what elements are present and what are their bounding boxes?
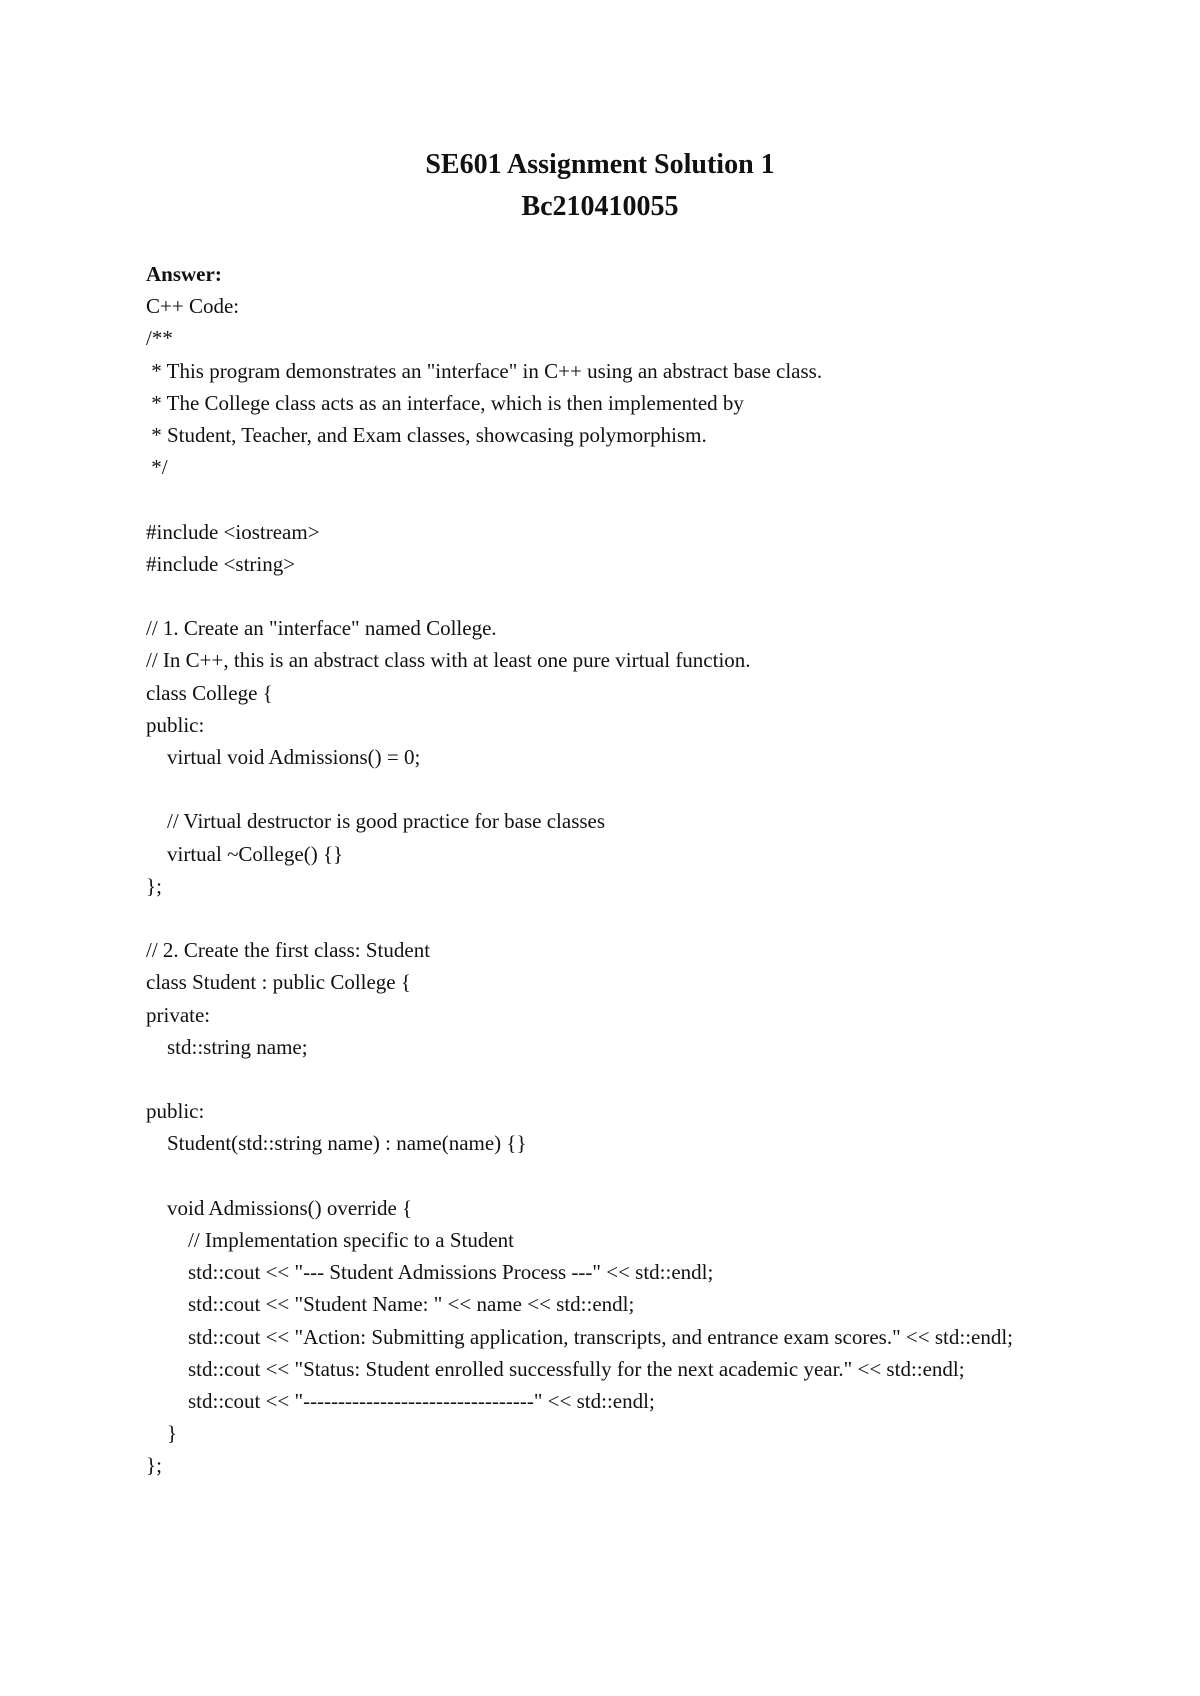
code-line: } <box>146 1421 178 1446</box>
code-line: Student(std::string name) : name(name) {} <box>146 1131 527 1156</box>
document-title: SE601 Assignment Solution 1 <box>425 149 775 180</box>
code-line: private: <box>146 1002 211 1027</box>
code-line: public: <box>146 1099 205 1124</box>
code-line: std::cout << "Student Name: " << name << std::endl; <box>146 1292 635 1317</box>
code-line: #include <string> <box>146 551 296 576</box>
code-line: public: <box>146 712 205 737</box>
code-line: std::cout << "---------------------------------" << std::endl; <box>146 1389 655 1414</box>
code-line: // In C++, this is an abstract class with at least one pure virtual function. <box>146 648 751 673</box>
code-line: std::cout << "--- Student Admissions Process ---" << std::endl; <box>146 1260 714 1285</box>
code-line <box>146 1063 1076 1095</box>
code-line: virtual ~College() {} <box>146 841 344 866</box>
title-block <box>0 144 1200 228</box>
code-line: * This program demonstrates an "interface" in C++ using an abstract base class. <box>146 358 823 383</box>
code-line: */ <box>146 455 168 480</box>
code-line: }; <box>146 1453 162 1478</box>
code-line: }; <box>146 873 162 898</box>
code-line <box>146 1160 1076 1192</box>
code-line: #include <iostream> <box>146 519 320 544</box>
code-line <box>146 483 1076 515</box>
code-line: // 2. Create the first class: Student <box>146 938 431 963</box>
code-line: // 1. Create an "interface" named College. <box>146 616 497 641</box>
code-line: class Student : public College { <box>146 970 411 995</box>
code-line: /** <box>146 326 173 351</box>
code-line: void Admissions() override { <box>146 1195 413 1220</box>
document-body <box>146 258 1076 1482</box>
code-line <box>146 580 1076 612</box>
code-line <box>146 773 1076 805</box>
student-id: Bc210410055 <box>521 191 679 222</box>
code-line: std::cout << "Action: Submitting application, transcripts, and entrance exam scores." << std::endl; <box>146 1324 1014 1349</box>
answer-heading: Answer: <box>146 262 222 286</box>
code-line: std::string name; <box>146 1034 308 1059</box>
code-line <box>146 902 1076 934</box>
code-line: * Student, Teacher, and Exam classes, showcasing polymorphism. <box>146 423 707 448</box>
code-line: // Implementation specific to a Student <box>146 1228 515 1252</box>
code-line: class College { <box>146 680 273 705</box>
code-listing <box>146 290 1076 1481</box>
code-line: std::cout << "Status: Student enrolled successfully for the next academic year." << std::endl; <box>146 1356 965 1381</box>
code-line: // Virtual destructor is good practice for base classes <box>146 809 606 834</box>
code-line: * The College class acts as an interface, which is then implemented by <box>146 390 744 415</box>
code-line: C++ Code: <box>146 294 240 319</box>
code-line: virtual void Admissions() = 0; <box>146 745 421 770</box>
